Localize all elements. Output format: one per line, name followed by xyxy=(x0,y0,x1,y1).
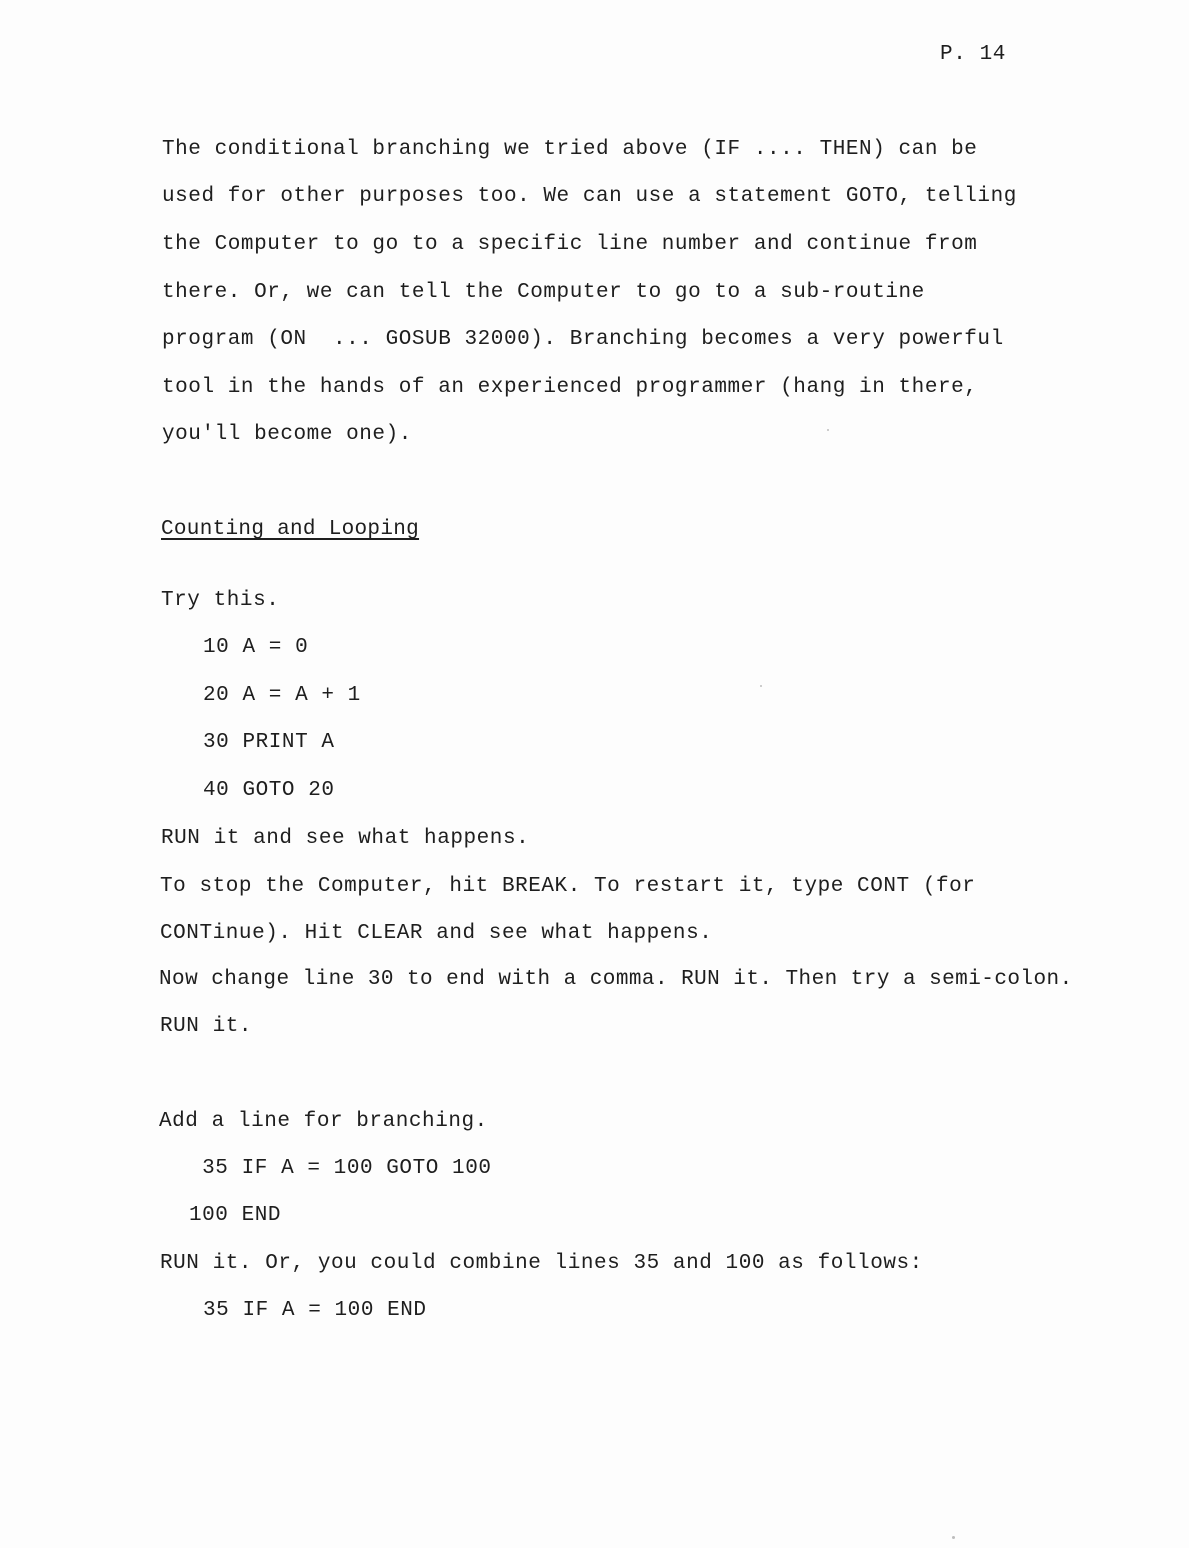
instruction-line: RUN it. xyxy=(160,1015,253,1038)
paragraph-line: the Computer to go to a specific line number and continue from xyxy=(162,233,978,256)
page-number: P. 14 xyxy=(940,43,1007,66)
scan-speck xyxy=(827,429,829,431)
instruction-line: CONTinue). Hit CLEAR and see what happens. xyxy=(160,922,713,945)
code-line: 40 GOTO 20 xyxy=(203,779,335,802)
code-line: 20 A = A + 1 xyxy=(203,684,361,707)
paragraph-line: you'll become one). xyxy=(162,423,412,446)
try-this-text: Try this. xyxy=(161,589,280,612)
instruction-line: RUN it and see what happens. xyxy=(161,827,530,850)
paragraph-line: program (ON ... GOSUB 32000). Branching becomes a very powerful xyxy=(162,328,1004,351)
paragraph-line: used for other purposes too. We can use a statement GOTO, telling xyxy=(162,185,1017,208)
scan-speck xyxy=(760,685,762,687)
code-line: 30 PRINT A xyxy=(203,731,335,754)
add-line-text: Add a line for branching. xyxy=(159,1110,488,1133)
code-line: 100 END xyxy=(189,1204,282,1227)
scan-speck xyxy=(952,1536,955,1539)
instruction-line: Now change line 30 to end with a comma. RUN it. Then try a semi-colon. xyxy=(159,968,1073,991)
code-line: 35 IF A = 100 END xyxy=(203,1299,427,1322)
instruction-line: To stop the Computer, hit BREAK. To restart it, type CONT (for xyxy=(160,875,976,898)
paragraph-line: The conditional branching we tried above (IF .... THEN) can be xyxy=(162,138,978,161)
code-line: 35 IF A = 100 GOTO 100 xyxy=(189,1157,492,1180)
code-line: 10 A = 0 xyxy=(203,636,309,659)
section-heading: Counting and Looping xyxy=(161,518,420,541)
paragraph-line: there. Or, we can tell the Computer to go to a sub-routine xyxy=(162,281,925,304)
paragraph-line: tool in the hands of an experienced programmer (hang in there, xyxy=(162,376,978,399)
combine-text: RUN it. Or, you could combine lines 35 and 100 as follows: xyxy=(160,1252,923,1275)
